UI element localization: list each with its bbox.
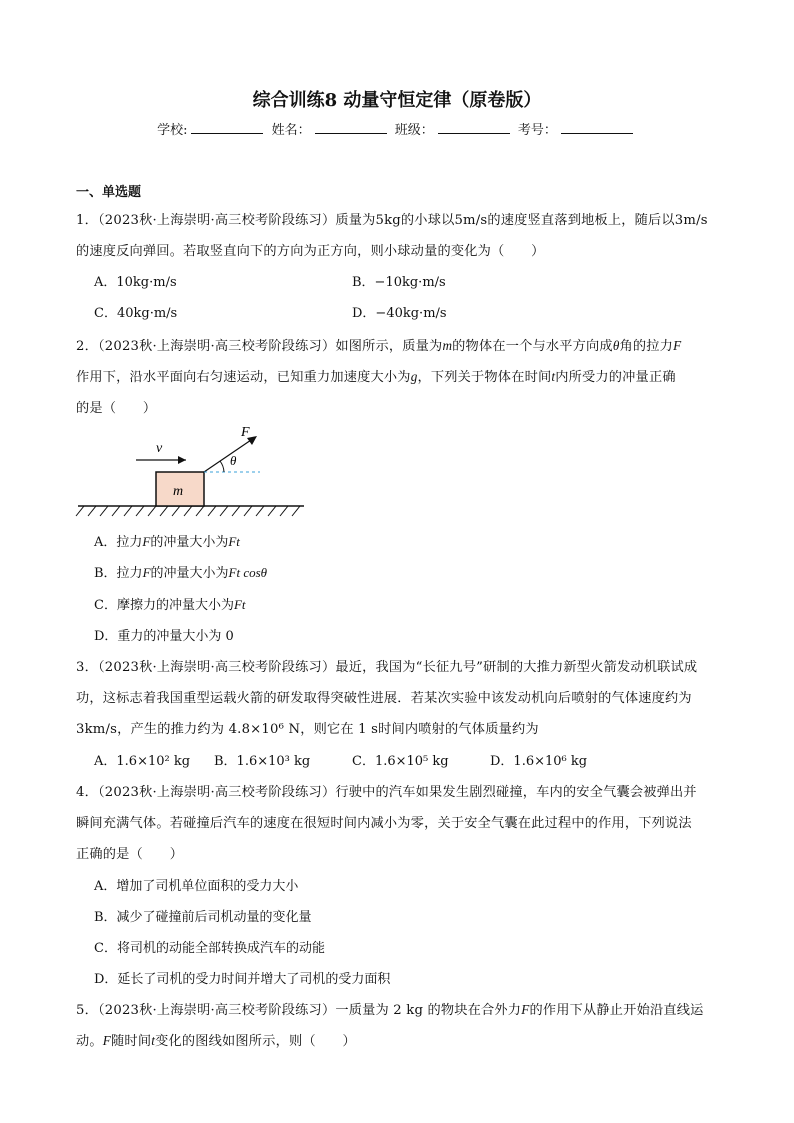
velocity-label: v	[156, 441, 163, 456]
student-info-line	[0, 119, 794, 138]
q1-option-b[interactable]: B．−10kg·m/s	[352, 275, 446, 290]
force-label: F	[241, 425, 250, 440]
q4-option-a[interactable]: A．增加了司机单位面积的受力大小	[94, 879, 299, 894]
q4-line3: 正确的是（ ）	[76, 847, 184, 862]
q1-line1: 1．（2023秋·上海崇明·高三校考阶段练习）质量为5kg的小球以5m/s的速度竖直落到地板上，随后以3m/s	[76, 213, 708, 228]
block-mass-label: m	[173, 484, 184, 499]
name-label: 姓名：	[271, 123, 311, 138]
q2-option-a[interactable]: A．拉力F的冲量大小为Ft	[94, 534, 240, 550]
q1-option-a[interactable]: A．10kg·m/s	[94, 275, 177, 290]
q3-line2: 功，这标志着我国重型运载火箭的研发取得突破性进展．若某次实验中该发动机向后喷射的气体速度约为	[76, 691, 692, 706]
number-label: 考号：	[517, 123, 557, 138]
q2-line2: 作用下，沿水平面向右匀速运动，已知重力加速度大小为g，下列关于物体在时间t内所受力的冲量正确	[76, 369, 676, 385]
q2-option-c[interactable]: C．摩擦力的冲量大小为Ft	[94, 597, 246, 613]
q3-option-c[interactable]: C．1.6×10⁵ kg	[352, 754, 449, 769]
q3-option-a[interactable]: A．1.6×10² kg	[94, 754, 191, 769]
q3-line3: 3km/s，产生的推力约为 4.8×10⁶ N，则它在 1 s时间内喷射的气体质量约为	[76, 722, 539, 737]
section-heading: 一、单选题	[76, 185, 142, 200]
q4-option-c[interactable]: C．将司机的动能全部转换成汽车的动能	[94, 941, 325, 956]
number-blank[interactable]	[561, 121, 633, 134]
q4-line1: 4．（2023秋·上海崇明·高三校考阶段练习）行驶中的汽车如果发生剧烈碰撞，车内的安全气囊会被弹出并	[76, 785, 697, 800]
q5-line1: 5．（2023秋·上海崇明·高三校考阶段练习）一质量为 2 kg 的物块在合外力F的作用下从静止开始沿直线运	[76, 1002, 704, 1018]
q4-option-b[interactable]: B．减少了碰撞前后司机动量的变化量	[94, 910, 312, 925]
class-blank[interactable]	[438, 121, 510, 134]
block-force-diagram	[74, 420, 314, 520]
q5-line2: 动。F随时间t变化的图线如图所示，则（ ）	[76, 1033, 356, 1049]
q2-line1: 2．（2023秋·上海崇明·高三校考阶段练习）如图所示，质量为m的物体在一个与水平方向成θ角的拉力F	[76, 338, 682, 354]
q2-option-b[interactable]: B．拉力F的冲量大小为Ft cosθ	[94, 565, 268, 581]
q2-line3: 的是（ ）	[76, 401, 157, 416]
school-label: 学校:	[157, 123, 188, 138]
q1-line2: 的速度反向弹回。若取竖直向下的方向为正方向，则小球动量的变化为（ ）	[76, 244, 545, 259]
q4-option-d[interactable]: D．延长了司机的受力时间并增大了司机的受力面积	[94, 972, 391, 987]
q1-option-c[interactable]: C．40kg·m/s	[94, 306, 178, 321]
force-arrow	[204, 438, 254, 472]
angle-label: θ	[230, 453, 237, 468]
q1-option-d[interactable]: D．−40kg·m/s	[352, 306, 447, 321]
q4-line2: 瞬间充满气体。若碰撞后汽车的速度在很短时间内减小为零，关于安全气囊在此过程中的作用，下列说法	[76, 816, 692, 831]
school-blank[interactable]	[191, 121, 263, 134]
page-title: 综合训练8 动量守恒定律（原卷版）	[252, 90, 542, 111]
q3-option-d[interactable]: D．1.6×10⁶ kg	[490, 754, 588, 769]
velocity-arrowhead	[178, 456, 186, 464]
ground-hatching	[76, 506, 300, 516]
q2-option-d[interactable]: D．重力的冲量大小为 0	[94, 629, 234, 644]
name-blank[interactable]	[315, 121, 387, 134]
class-label: 班级：	[394, 123, 434, 138]
angle-arc	[220, 461, 224, 472]
q3-option-b[interactable]: B．1.6×10³ kg	[214, 754, 311, 769]
q3-line1: 3．（2023秋·上海崇明·高三校考阶段练习）最近，我国为“长征九号”研制的大推力新型火箭发动机联试成	[76, 660, 698, 675]
